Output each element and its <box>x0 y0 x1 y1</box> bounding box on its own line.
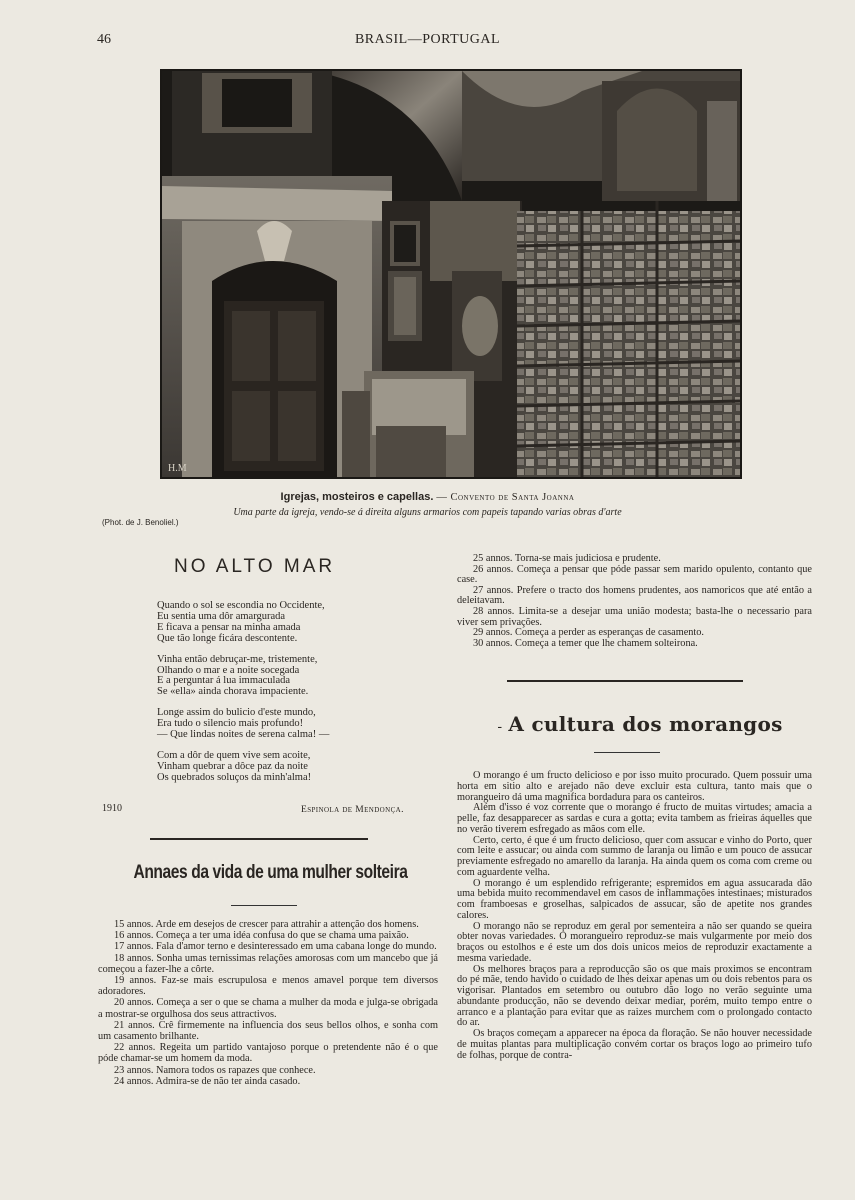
poem-line: Eu sentia uma dôr amargurada <box>157 610 286 622</box>
annaes-entry: 25 annos. Torna-se mais judiciosa e prudente. <box>473 553 661 564</box>
annaes-entry: 27 annos. Prefere o tracto dos homens prudentes, aos namoricos que até então a deleitavam. <box>457 584 812 607</box>
poem-line: Vinham quebrar a dôce paz da noite <box>157 760 308 772</box>
annaes-entries <box>98 919 438 1087</box>
poem-stanza <box>157 601 417 645</box>
title-underline <box>594 752 660 753</box>
caption-heading: Igrejas, mosteiros e capellas. <box>280 491 434 503</box>
church-interior-photo <box>160 69 742 479</box>
article-paragraph: Os melhores braços para a reproducção são os que mais proximos se encontram do pé mãe, tendo havido o cuidado de lhes deixar apenas um ou dois rebentos para os vigorisar. Plantados em setembro ou outubro dão logo no verão seguinte uma abundante producção, não se devendo deixar mediar, porém, muito tempo entre o arranco e a plantação para evitar que as raizes murchem com o prolongado contacto do ar. <box>457 963 812 1029</box>
annaes-entry: 20 annos. Começa a ser o que se chama a mulher da moda e julga-se obrigada a mostrar-se orgulhosa dos seus attractivos. <box>98 997 438 1020</box>
poem-line: Que tão longe ficára descontente. <box>157 632 298 644</box>
annaes-entry: 28 annos. Limita-se a desejar uma união modesta; basta-lhe o necessario para viver sem privações. <box>457 605 812 628</box>
poem-line: Vinha então debruçar-me, tristemente, <box>157 653 318 665</box>
annaes-entry: 22 annos. Regeita um partido vantajoso porque o pretendente não é o que póde chamar-se um homem da moda. <box>98 1042 438 1065</box>
annaes-entry: 15 annos. Arde em desejos de crescer para attrahir a attenção dos homens. <box>114 919 419 930</box>
article-paragraph: Além d'isso é voz corrente que o morango é fructo de muitas virtudes; amacia a pelle, faz desapparecer as sardas e cura a gotta; evita tambem as frieiras áquelles que no verão tiverem esfregado as mãos com elle. <box>457 802 812 835</box>
poem-stanza <box>157 708 417 741</box>
title-bullet: - <box>497 719 503 735</box>
annaes-entry: 18 annos. Sonha umas ternissimas relações amorosas com um mancebo que já começou a fazer-lhe a côrte. <box>98 952 438 975</box>
annaes-entry: 17 annos. Fala d'amor terno e desinteressado em uma cabana longe do mundo. <box>114 941 437 953</box>
annaes-title: Annaes da vida de uma mulher solteira <box>133 862 408 883</box>
running-title: BRASIL—PORTUGAL <box>354 32 501 47</box>
article-paragraph: O morango não se reproduz em geral por sementeira a não ser quando se queira obter novas variedades. O morangueiro reproduz-se mais vulgarmente por meio dos braços ou estolhos e é este um dos dois unicos meios de reproduzir exactamente a mesma variedade. <box>457 920 812 964</box>
annaes-continued <box>457 554 812 649</box>
annaes-entry: 24 annos. Admira-se de não ter ainda casado. <box>114 1075 301 1087</box>
annaes-entry: 16 annos. Começa a ter uma idéa confusa do que se chama uma paixão. <box>114 930 409 942</box>
photo-caption-title <box>0 491 855 503</box>
article-paragraph: O morango é um esplendido refrigerante; espremidos em agua assucarada dão uma bebida muito recommendavel em casos de inflammações intestinaes; misturados com framboesas e groselhas, salpicados de assucar, são de apetite nos grandes calores. <box>457 877 812 921</box>
annaes-entry: 26 annos. Começa a pensar que póde passar sem marido opulento, contanto que case. <box>457 563 812 586</box>
poem-year: 1910 <box>102 803 122 814</box>
poem-line: Se «ella» ainda chorava impaciente. <box>157 686 309 698</box>
annaes-entry: 29 annos. Começa a perder as esperanças de casamento. <box>473 627 705 639</box>
page-number: 46 <box>97 32 111 47</box>
poem-stanza <box>157 751 417 784</box>
poem-line: E ficava a pensar na minha amada <box>157 621 301 633</box>
poem-line: Olhando o mar e a noite socegada <box>157 664 300 676</box>
poem-title: NO ALTO MAR <box>174 556 336 577</box>
annaes-entry: 30 annos. Começa a temer que lhe chamem solteirona. <box>473 637 698 649</box>
poem-line: Era tudo o silencio mais profundo! <box>157 718 304 730</box>
poem-stanza <box>157 655 417 699</box>
annaes-entry: 21 annos. Crê firmemente na influencia dos seus bellos olhos, e sonha com um casamento brilhante. <box>98 1019 438 1043</box>
poem-line: Quando o sol se escondia no Occidente, <box>157 600 325 611</box>
article-paragraph: Os braços começam a apparecer na época da floração. Se não houver necessidade de muitas plantas para multiplicação convém cortar os braços logo ao primeiro tufo de folhas, porque de contra- <box>457 1028 812 1061</box>
photo-caption-subtitle: Uma parte da igreja, vendo-se á direita alguns armarios com papeis tapando varias obras d'arte <box>233 507 622 518</box>
poem-author: Espinola de Mendonça. <box>301 805 404 815</box>
poem-line: Longe assim do bulicio d'este mundo, <box>157 707 316 719</box>
morangos-title <box>470 712 810 736</box>
article-paragraph: O morango é um fructo delicioso e por isso muito procurado. Quem possuir uma horta em sitio alto e arejado não deve excluir esta cultura, tanto mais que o morangueiro dá uma magnifica bordadura para os canteiros. <box>457 770 812 803</box>
annaes-entry: 19 annos. Faz-se mais escrupulosa e menos amavel porque tem diversos adoradores. <box>98 975 438 998</box>
poem-body <box>157 601 417 794</box>
photo-credit: (Phot. de J. Benoliel.) <box>102 518 179 527</box>
poem-line: Com a dôr de quem vive sem acoite, <box>157 749 311 761</box>
caption-location: — Convento de Santa Joanna <box>436 492 575 503</box>
church-interior-illustration <box>162 71 740 477</box>
poem-line: — Que lindas noites de serena calma! — <box>157 729 330 741</box>
morangos-article <box>457 771 812 1061</box>
section-divider <box>150 838 368 840</box>
article-paragraph: Certo, certo, é que é um fructo delicioso, quer com assucar e vinho do Porto, quer com leite e assucar; ou ainda com summo de laranja ou limão e um pouco de assucar previamente esfregado no amarello da laranja. Ha ainda quem os coma com creme ou com aguardente velha. <box>457 834 812 878</box>
morangos-title-text: A cultura dos morangos <box>508 712 783 736</box>
title-underline <box>231 905 297 906</box>
photo-signature: H.M <box>168 463 187 474</box>
poem-line: Os quebrados soluços da minh'alma! <box>157 771 312 783</box>
annaes-entry: 23 annos. Namora todos os rapazes que conhece. <box>114 1064 316 1076</box>
section-divider <box>507 680 743 682</box>
poem-line: E a perguntar á lua immaculada <box>157 675 291 687</box>
